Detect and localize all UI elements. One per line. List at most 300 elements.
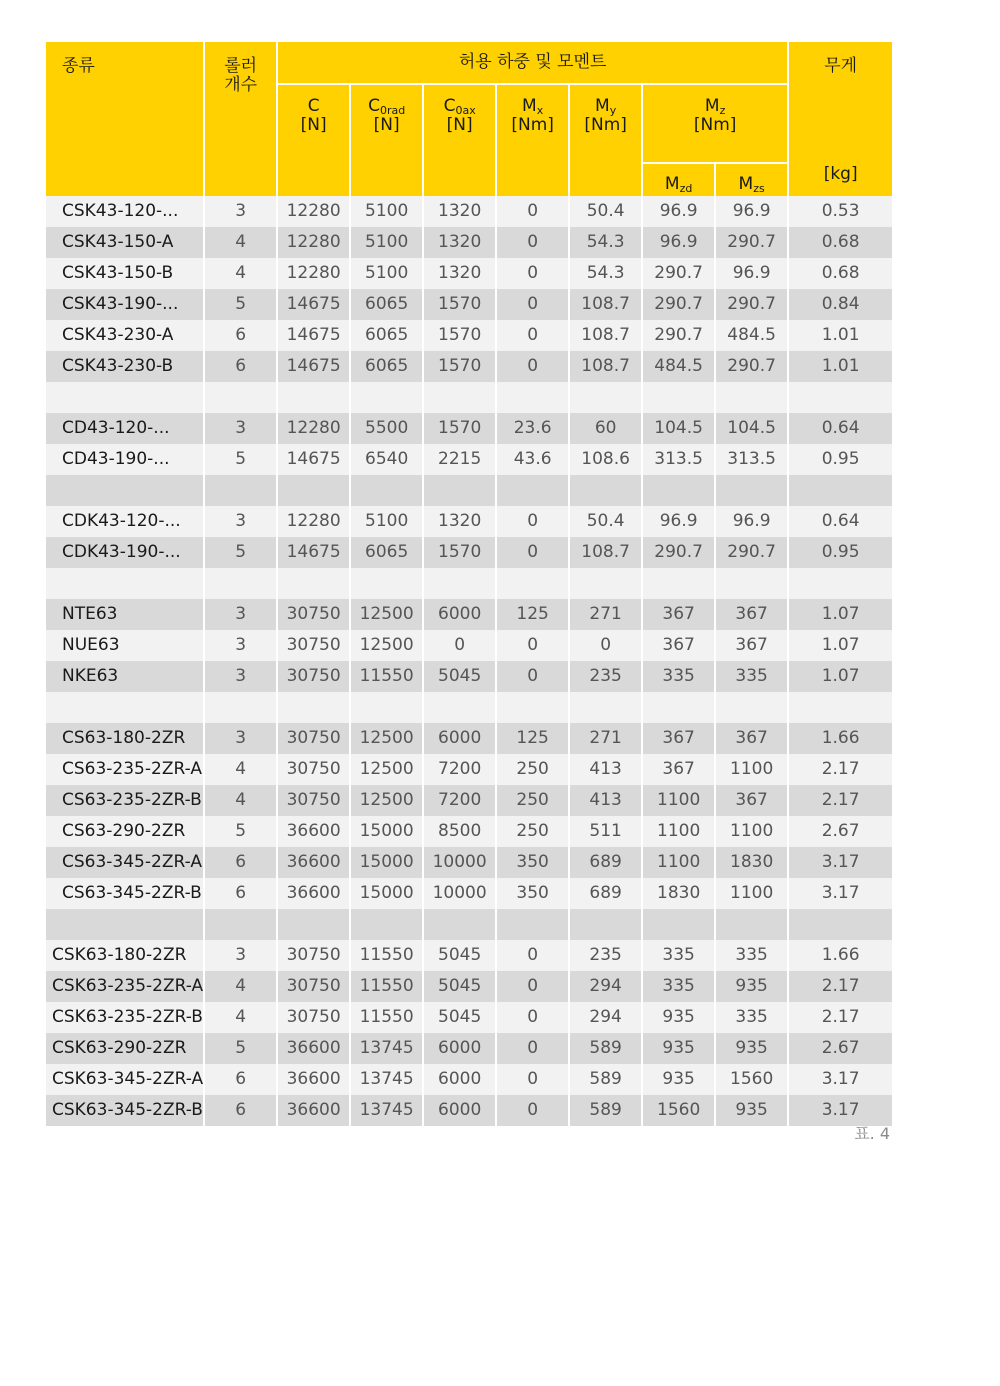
value-cell-r: 6 — [205, 1095, 276, 1126]
table-cell — [570, 475, 641, 506]
type-cell: CS63-345-2ZR-B — [46, 878, 203, 909]
table-row — [46, 289, 892, 320]
value-cell-r: 6 — [205, 847, 276, 878]
value-cell-r: 6 — [205, 320, 276, 351]
value-cell-mzs: 335 — [716, 661, 787, 692]
table-cell — [716, 475, 787, 506]
value-cell-w: 3.17 — [789, 1064, 892, 1095]
value-cell-c0ax: 1320 — [424, 506, 495, 537]
value-cell-c: 36600 — [278, 1033, 349, 1064]
value-cell-c0ax: 8500 — [424, 816, 495, 847]
value-cell-w: 0.64 — [789, 413, 892, 444]
type-cell: CD43-120-... — [46, 413, 203, 444]
value-cell-r: 4 — [205, 1002, 276, 1033]
table-cell — [205, 909, 276, 940]
type-cell: CSK43-150-B — [46, 258, 203, 289]
value-cell-c0rad: 6065 — [351, 537, 422, 568]
value-cell-mzs: 935 — [716, 971, 787, 1002]
value-cell-mzd: 935 — [643, 1002, 714, 1033]
value-cell-w: 1.01 — [789, 320, 892, 351]
table-row — [46, 1002, 892, 1033]
table-row — [46, 1064, 892, 1095]
table-row — [46, 754, 892, 785]
value-cell-c0ax: 6000 — [424, 1033, 495, 1064]
value-cell-c: 14675 — [278, 537, 349, 568]
value-cell-c: 30750 — [278, 785, 349, 816]
table-cell — [351, 475, 422, 506]
value-cell-mzd: 96.9 — [643, 196, 714, 227]
value-cell-mzd: 335 — [643, 971, 714, 1002]
value-cell-mzs: 484.5 — [716, 320, 787, 351]
value-cell-w: 0.68 — [789, 227, 892, 258]
value-cell-c0ax: 5045 — [424, 971, 495, 1002]
value-cell-c: 14675 — [278, 320, 349, 351]
value-cell-mzd: 335 — [643, 940, 714, 971]
table-cell — [46, 909, 203, 940]
value-cell-mzs: 1100 — [716, 816, 787, 847]
value-cell-c0ax: 1320 — [424, 196, 495, 227]
header-mx: $M_x$ [Nm] — [497, 85, 568, 196]
value-cell-mzd: 96.9 — [643, 506, 714, 537]
table-cell — [570, 692, 641, 723]
value-cell-mzs: 935 — [716, 1095, 787, 1126]
value-cell-c0ax: 1570 — [424, 289, 495, 320]
value-cell-my: 60 — [570, 413, 641, 444]
value-cell-mx: 0 — [497, 351, 568, 382]
value-cell-my: 294 — [570, 1002, 641, 1033]
table-cell — [205, 475, 276, 506]
value-cell-c0ax: 2215 — [424, 444, 495, 475]
header-mzd: $M_{zd}$ — [643, 164, 714, 196]
type-cell: CD43-190-... — [46, 444, 203, 475]
value-cell-my: 271 — [570, 723, 641, 754]
value-cell-r: 4 — [205, 785, 276, 816]
table-cell — [351, 568, 422, 599]
value-cell-mzs: 290.7 — [716, 227, 787, 258]
value-cell-c: 12280 — [278, 258, 349, 289]
value-cell-mx: 0 — [497, 661, 568, 692]
table-cell — [789, 692, 892, 723]
value-cell-r: 6 — [205, 878, 276, 909]
table-body — [46, 196, 892, 1126]
value-cell-my: 54.3 — [570, 258, 641, 289]
value-cell-w: 2.67 — [789, 1033, 892, 1064]
table-row — [46, 227, 892, 258]
value-cell-mx: 0 — [497, 289, 568, 320]
value-cell-c: 30750 — [278, 940, 349, 971]
value-cell-mzd: 1560 — [643, 1095, 714, 1126]
table-spacer-row — [46, 382, 892, 413]
value-cell-r: 5 — [205, 537, 276, 568]
value-cell-c: 36600 — [278, 878, 349, 909]
value-cell-c0ax: 1570 — [424, 413, 495, 444]
value-cell-my: 689 — [570, 847, 641, 878]
value-cell-c0ax: 5045 — [424, 1002, 495, 1033]
value-cell-mzs: 367 — [716, 599, 787, 630]
value-cell-w: 3.17 — [789, 1095, 892, 1126]
value-cell-c: 30750 — [278, 599, 349, 630]
value-cell-mzd: 484.5 — [643, 351, 714, 382]
value-cell-mzs: 290.7 — [716, 351, 787, 382]
value-cell-mx: 0 — [497, 196, 568, 227]
value-cell-mzs: 335 — [716, 1002, 787, 1033]
value-cell-w: 2.67 — [789, 816, 892, 847]
value-cell-c0rad: 12500 — [351, 754, 422, 785]
table-cell — [716, 382, 787, 413]
value-cell-w: 0.95 — [789, 537, 892, 568]
value-cell-mx: 0 — [497, 227, 568, 258]
value-cell-mzs: 1100 — [716, 754, 787, 785]
table-cell — [789, 909, 892, 940]
type-cell: NKE63 — [46, 661, 203, 692]
table-row — [46, 1033, 892, 1064]
value-cell-my: 689 — [570, 878, 641, 909]
table-cell — [205, 692, 276, 723]
value-cell-mzs: 96.9 — [716, 196, 787, 227]
value-cell-c0ax: 7200 — [424, 754, 495, 785]
value-cell-c: 30750 — [278, 971, 349, 1002]
value-cell-mx: 125 — [497, 599, 568, 630]
table-cell — [424, 909, 495, 940]
value-cell-w: 1.07 — [789, 661, 892, 692]
header-mz: $M_z$ [Nm] — [643, 85, 787, 164]
table-row — [46, 847, 892, 878]
value-cell-c: 30750 — [278, 723, 349, 754]
table-row — [46, 320, 892, 351]
value-cell-mx: 250 — [497, 785, 568, 816]
value-cell-c0rad: 6065 — [351, 351, 422, 382]
table-cell — [46, 382, 203, 413]
value-cell-mzd: 1100 — [643, 847, 714, 878]
value-cell-my: 108.7 — [570, 351, 641, 382]
value-cell-r: 3 — [205, 599, 276, 630]
value-cell-c0ax: 1320 — [424, 227, 495, 258]
type-cell: CSK63-235-2ZR-B — [46, 1002, 203, 1033]
table-cell — [351, 692, 422, 723]
value-cell-c0rad: 12500 — [351, 723, 422, 754]
value-cell-mzd: 290.7 — [643, 258, 714, 289]
header-c0rad: $C_{0rad}$ [N] — [351, 85, 422, 196]
value-cell-r: 4 — [205, 971, 276, 1002]
value-cell-mzd: 104.5 — [643, 413, 714, 444]
value-cell-mzs: 313.5 — [716, 444, 787, 475]
value-cell-mzd: 1830 — [643, 878, 714, 909]
value-cell-r: 3 — [205, 196, 276, 227]
header-rollers-line: 개수 — [224, 75, 258, 95]
value-cell-my: 50.4 — [570, 196, 641, 227]
table-cell — [716, 692, 787, 723]
table-row — [46, 661, 892, 692]
table-caption: 표. 4 — [854, 1124, 890, 1143]
header-rollers — [205, 42, 276, 196]
value-cell-my: 108.7 — [570, 289, 641, 320]
value-cell-w: 2.17 — [789, 785, 892, 816]
type-cell: CSK43-120-... — [46, 196, 203, 227]
value-cell-mzs: 367 — [716, 630, 787, 661]
table-row — [46, 940, 892, 971]
value-cell-c0rad: 15000 — [351, 847, 422, 878]
header-weight — [789, 42, 892, 196]
table-cell — [570, 909, 641, 940]
value-cell-my: 589 — [570, 1033, 641, 1064]
value-cell-c0ax: 5045 — [424, 661, 495, 692]
table-cell — [424, 382, 495, 413]
value-cell-c: 36600 — [278, 1064, 349, 1095]
value-cell-c: 14675 — [278, 289, 349, 320]
table-cell — [789, 382, 892, 413]
value-cell-r: 3 — [205, 661, 276, 692]
value-cell-r: 3 — [205, 723, 276, 754]
value-cell-mx: 250 — [497, 754, 568, 785]
value-cell-r: 4 — [205, 227, 276, 258]
value-cell-c: 14675 — [278, 444, 349, 475]
table-cell — [643, 568, 714, 599]
value-cell-mx: 43.6 — [497, 444, 568, 475]
value-cell-my: 235 — [570, 661, 641, 692]
header-my: $M_y$ [Nm] — [570, 85, 641, 196]
value-cell-r: 4 — [205, 754, 276, 785]
table-cell — [643, 475, 714, 506]
value-cell-my: 235 — [570, 940, 641, 971]
value-cell-mx: 0 — [497, 320, 568, 351]
table-cell — [497, 475, 568, 506]
value-cell-c0rad: 5100 — [351, 196, 422, 227]
table-row — [46, 878, 892, 909]
value-cell-mzs: 1830 — [716, 847, 787, 878]
value-cell-c0ax: 10000 — [424, 878, 495, 909]
value-cell-w: 0.68 — [789, 258, 892, 289]
header-type: 종류 — [46, 42, 203, 196]
type-cell: NUE63 — [46, 630, 203, 661]
type-cell: CSK43-190-... — [46, 289, 203, 320]
value-cell-my: 54.3 — [570, 227, 641, 258]
table-cell — [278, 909, 349, 940]
value-cell-c: 12280 — [278, 196, 349, 227]
table-cell — [643, 909, 714, 940]
value-cell-c: 30750 — [278, 1002, 349, 1033]
value-cell-my: 589 — [570, 1095, 641, 1126]
value-cell-c0rad: 6540 — [351, 444, 422, 475]
table-row — [46, 506, 892, 537]
value-cell-c: 12280 — [278, 227, 349, 258]
value-cell-w: 0.64 — [789, 506, 892, 537]
table-cell — [716, 568, 787, 599]
table-spacer-row — [46, 475, 892, 506]
value-cell-c0ax: 1570 — [424, 320, 495, 351]
table-cell — [278, 382, 349, 413]
value-cell-w: 0.95 — [789, 444, 892, 475]
type-cell: CS63-235-2ZR-B — [46, 785, 203, 816]
value-cell-w: 3.17 — [789, 878, 892, 909]
value-cell-mzs: 1100 — [716, 878, 787, 909]
value-cell-c0rad: 13745 — [351, 1095, 422, 1126]
value-cell-c: 30750 — [278, 630, 349, 661]
table-cell — [497, 568, 568, 599]
value-cell-c0rad: 15000 — [351, 878, 422, 909]
value-cell-mzd: 367 — [643, 754, 714, 785]
value-cell-w: 1.07 — [789, 630, 892, 661]
table-cell — [497, 909, 568, 940]
table-row — [46, 444, 892, 475]
type-cell: CDK43-120-... — [46, 506, 203, 537]
table-cell — [424, 568, 495, 599]
value-cell-mzd: 935 — [643, 1033, 714, 1064]
value-cell-c: 14675 — [278, 351, 349, 382]
value-cell-c0ax: 5045 — [424, 940, 495, 971]
table-spacer-row — [46, 568, 892, 599]
value-cell-w: 2.17 — [789, 754, 892, 785]
type-cell: CSK43-230-B — [46, 351, 203, 382]
value-cell-mx: 350 — [497, 878, 568, 909]
table-row — [46, 816, 892, 847]
table-cell — [46, 692, 203, 723]
value-cell-w: 1.01 — [789, 351, 892, 382]
value-cell-mzd: 96.9 — [643, 227, 714, 258]
header-mzs: $M_{zs}$ — [716, 164, 787, 196]
value-cell-r: 3 — [205, 506, 276, 537]
table-row — [46, 413, 892, 444]
value-cell-c0rad: 11550 — [351, 661, 422, 692]
value-cell-r: 5 — [205, 444, 276, 475]
value-cell-my: 413 — [570, 754, 641, 785]
table-row — [46, 971, 892, 1002]
table-row — [46, 599, 892, 630]
value-cell-mx: 125 — [497, 723, 568, 754]
value-cell-c: 36600 — [278, 816, 349, 847]
table-row — [46, 537, 892, 568]
value-cell-c0rad: 5100 — [351, 258, 422, 289]
table-cell — [789, 568, 892, 599]
table-row — [46, 196, 892, 227]
value-cell-w: 0.53 — [789, 196, 892, 227]
type-cell: NTE63 — [46, 599, 203, 630]
value-cell-mzs: 104.5 — [716, 413, 787, 444]
value-cell-my: 108.7 — [570, 537, 641, 568]
value-cell-mx: 0 — [497, 1095, 568, 1126]
table-row — [46, 351, 892, 382]
table-cell — [46, 475, 203, 506]
value-cell-r: 5 — [205, 1033, 276, 1064]
table-cell — [205, 382, 276, 413]
value-cell-c0ax: 7200 — [424, 785, 495, 816]
value-cell-my: 413 — [570, 785, 641, 816]
value-cell-mx: 0 — [497, 630, 568, 661]
value-cell-mzd: 290.7 — [643, 320, 714, 351]
value-cell-mzs: 96.9 — [716, 258, 787, 289]
type-cell: CSK43-230-A — [46, 320, 203, 351]
table-cell — [46, 568, 203, 599]
value-cell-mzd: 290.7 — [643, 537, 714, 568]
table-cell — [351, 382, 422, 413]
value-cell-c: 30750 — [278, 661, 349, 692]
value-cell-mzd: 1100 — [643, 816, 714, 847]
table-row — [46, 723, 892, 754]
value-cell-my: 0 — [570, 630, 641, 661]
value-cell-r: 5 — [205, 289, 276, 320]
value-cell-c0rad: 5100 — [351, 227, 422, 258]
header-weight-unit: [kg] — [823, 164, 858, 184]
type-cell: CSK63-290-2ZR — [46, 1033, 203, 1064]
value-cell-mzd: 367 — [643, 723, 714, 754]
value-cell-c0rad: 6065 — [351, 320, 422, 351]
load-moment-table — [44, 42, 894, 1126]
value-cell-mzd: 367 — [643, 630, 714, 661]
value-cell-c0ax: 6000 — [424, 599, 495, 630]
table-cell — [278, 475, 349, 506]
value-cell-c: 36600 — [278, 1095, 349, 1126]
table-cell — [205, 568, 276, 599]
value-cell-c: 30750 — [278, 754, 349, 785]
table-cell — [278, 692, 349, 723]
type-cell: CDK43-190-... — [46, 537, 203, 568]
value-cell-r: 4 — [205, 258, 276, 289]
table-cell — [497, 692, 568, 723]
table-cell — [351, 909, 422, 940]
value-cell-w: 1.66 — [789, 940, 892, 971]
header-rollers-line: 롤러 — [224, 56, 258, 76]
value-cell-mx: 0 — [497, 1064, 568, 1095]
value-cell-mx: 0 — [497, 258, 568, 289]
type-cell: CS63-235-2ZR-A — [46, 754, 203, 785]
table-spacer-row — [46, 909, 892, 940]
value-cell-mzs: 367 — [716, 785, 787, 816]
table-cell — [424, 692, 495, 723]
type-cell: CSK63-345-2ZR-B — [46, 1095, 203, 1126]
value-cell-r: 6 — [205, 1064, 276, 1095]
value-cell-my: 294 — [570, 971, 641, 1002]
header-weight-label: 무게 — [824, 56, 858, 76]
value-cell-c0rad: 13745 — [351, 1033, 422, 1064]
value-cell-w: 1.07 — [789, 599, 892, 630]
table-cell — [278, 568, 349, 599]
table-cell — [570, 382, 641, 413]
value-cell-mx: 23.6 — [497, 413, 568, 444]
value-cell-c0ax: 6000 — [424, 1064, 495, 1095]
table-row — [46, 258, 892, 289]
value-cell-r: 6 — [205, 351, 276, 382]
table-cell — [789, 475, 892, 506]
value-cell-mx: 0 — [497, 537, 568, 568]
table-row — [46, 630, 892, 661]
header-c: C [N] — [278, 85, 349, 196]
value-cell-mx: 0 — [497, 1002, 568, 1033]
value-cell-my: 511 — [570, 816, 641, 847]
table-cell — [424, 475, 495, 506]
value-cell-r: 3 — [205, 413, 276, 444]
value-cell-c: 12280 — [278, 506, 349, 537]
type-cell: CSK63-345-2ZR-A — [46, 1064, 203, 1095]
value-cell-my: 108.7 — [570, 320, 641, 351]
header-load-moment: 허용 하중 및 모멘트 — [278, 42, 787, 85]
value-cell-c0rad: 11550 — [351, 971, 422, 1002]
value-cell-c0ax: 10000 — [424, 847, 495, 878]
value-cell-c0ax: 1570 — [424, 537, 495, 568]
value-cell-my: 108.6 — [570, 444, 641, 475]
value-cell-my: 50.4 — [570, 506, 641, 537]
value-cell-mx: 0 — [497, 506, 568, 537]
value-cell-c0ax: 6000 — [424, 1095, 495, 1126]
value-cell-c0rad: 12500 — [351, 785, 422, 816]
value-cell-r: 5 — [205, 816, 276, 847]
value-cell-c0rad: 12500 — [351, 630, 422, 661]
value-cell-w: 2.17 — [789, 971, 892, 1002]
value-cell-my: 271 — [570, 599, 641, 630]
value-cell-mzd: 1100 — [643, 785, 714, 816]
value-cell-w: 2.17 — [789, 1002, 892, 1033]
table-row — [46, 785, 892, 816]
value-cell-c0rad: 5100 — [351, 506, 422, 537]
type-cell: CS63-180-2ZR — [46, 723, 203, 754]
